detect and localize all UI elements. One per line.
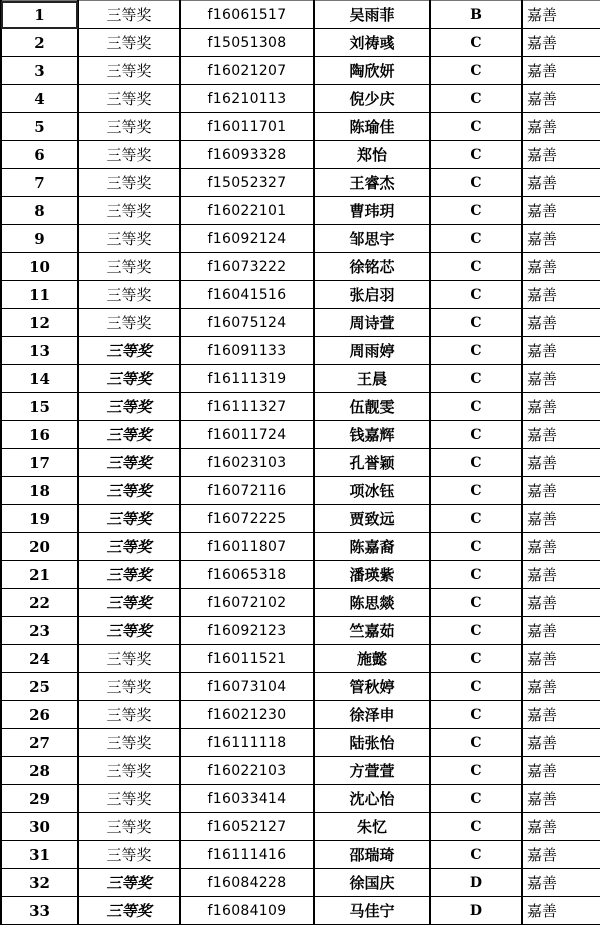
campus-cell[interactable]: 嘉善 [522, 645, 600, 673]
row-number-cell[interactable]: 12 [1, 309, 78, 337]
student-id-cell[interactable]: f16011807 [180, 533, 314, 561]
student-id-cell[interactable]: f16091133 [180, 337, 314, 365]
award-cell[interactable]: 三等奖 [78, 785, 180, 813]
student-name-cell[interactable]: 周雨婷 [314, 337, 430, 365]
row-number-cell[interactable]: 1 [1, 1, 78, 29]
row-number-cell[interactable]: 22 [1, 589, 78, 617]
student-name-cell[interactable]: 孔誉颖 [314, 449, 430, 477]
grade-cell[interactable]: C [430, 85, 522, 113]
student-name-cell[interactable]: 陶欣妍 [314, 57, 430, 85]
campus-cell[interactable]: 嘉善 [522, 309, 600, 337]
grade-cell[interactable]: C [430, 141, 522, 169]
award-cell[interactable]: 三等奖 [78, 281, 180, 309]
campus-cell[interactable]: 嘉善 [522, 141, 600, 169]
student-id-cell[interactable]: f16065318 [180, 561, 314, 589]
student-id-cell[interactable]: f16111118 [180, 729, 314, 757]
student-id-cell[interactable]: f16073104 [180, 673, 314, 701]
student-name-cell[interactable]: 周诗萱 [314, 309, 430, 337]
campus-cell[interactable]: 嘉善 [522, 281, 600, 309]
award-cell[interactable]: 三等奖 [78, 1, 180, 29]
row-number-cell[interactable]: 28 [1, 757, 78, 785]
award-cell[interactable]: 三等奖 [78, 561, 180, 589]
grade-cell[interactable]: C [430, 533, 522, 561]
grade-cell[interactable]: C [430, 449, 522, 477]
student-id-cell[interactable]: f16084228 [180, 869, 314, 897]
grade-cell[interactable]: C [430, 365, 522, 393]
student-name-cell[interactable]: 陈思燚 [314, 589, 430, 617]
student-name-cell[interactable]: 钱嘉辉 [314, 421, 430, 449]
grade-cell[interactable]: C [430, 645, 522, 673]
student-name-cell[interactable]: 施懿 [314, 645, 430, 673]
row-number-cell[interactable]: 18 [1, 477, 78, 505]
award-cell[interactable]: 三等奖 [78, 57, 180, 85]
student-id-cell[interactable]: f16021230 [180, 701, 314, 729]
campus-cell[interactable]: 嘉善 [522, 505, 600, 533]
student-name-cell[interactable]: 竺嘉茹 [314, 617, 430, 645]
award-cell[interactable]: 三等奖 [78, 505, 180, 533]
student-name-cell[interactable]: 马佳宁 [314, 897, 430, 925]
grade-cell[interactable]: C [430, 617, 522, 645]
student-id-cell[interactable]: f15052327 [180, 169, 314, 197]
grade-cell[interactable]: C [430, 813, 522, 841]
table-row [1, 813, 600, 841]
student-name-cell[interactable]: 沈心怡 [314, 785, 430, 813]
award-cell[interactable]: 三等奖 [78, 897, 180, 925]
award-cell[interactable]: 三等奖 [78, 365, 180, 393]
campus-cell[interactable]: 嘉善 [522, 337, 600, 365]
award-cell[interactable]: 三等奖 [78, 197, 180, 225]
student-name-cell[interactable]: 陈瑜佳 [314, 113, 430, 141]
student-id-cell[interactable]: f16061517 [180, 1, 314, 29]
row-number-cell[interactable]: 29 [1, 785, 78, 813]
table-row [1, 561, 600, 589]
table-row [1, 225, 600, 253]
award-cell[interactable]: 三等奖 [78, 477, 180, 505]
award-cell[interactable]: 三等奖 [78, 225, 180, 253]
campus-cell[interactable]: 嘉善 [522, 869, 600, 897]
campus-cell[interactable]: 嘉善 [522, 477, 600, 505]
row-number-cell[interactable]: 6 [1, 141, 78, 169]
campus-cell[interactable]: 嘉善 [522, 813, 600, 841]
award-cell[interactable]: 三等奖 [78, 533, 180, 561]
row-number-cell[interactable]: 25 [1, 673, 78, 701]
table-row [1, 533, 600, 561]
row-number-cell[interactable]: 16 [1, 421, 78, 449]
student-name-cell[interactable]: 徐铭芯 [314, 253, 430, 281]
row-number-cell[interactable]: 27 [1, 729, 78, 757]
student-id-cell[interactable]: f16111327 [180, 393, 314, 421]
student-id-cell[interactable]: f16021207 [180, 57, 314, 85]
award-cell[interactable]: 三等奖 [78, 29, 180, 57]
student-name-cell[interactable]: 管秋婷 [314, 673, 430, 701]
award-cell[interactable]: 三等奖 [78, 729, 180, 757]
campus-cell[interactable]: 嘉善 [522, 617, 600, 645]
campus-cell[interactable]: 嘉善 [522, 29, 600, 57]
campus-cell[interactable]: 嘉善 [522, 533, 600, 561]
campus-cell[interactable]: 嘉善 [522, 589, 600, 617]
student-name-cell[interactable]: 郑怡 [314, 141, 430, 169]
row-number-cell[interactable]: 24 [1, 645, 78, 673]
award-cell[interactable]: 三等奖 [78, 589, 180, 617]
table-row [1, 897, 600, 925]
campus-cell[interactable]: 嘉善 [522, 113, 600, 141]
campus-cell[interactable]: 嘉善 [522, 85, 600, 113]
grade-cell[interactable]: B [430, 1, 522, 29]
student-name-cell[interactable]: 张启羽 [314, 281, 430, 309]
award-cell[interactable]: 三等奖 [78, 673, 180, 701]
award-cell[interactable]: 三等奖 [78, 85, 180, 113]
grade-cell[interactable]: C [430, 841, 522, 869]
award-cell[interactable]: 三等奖 [78, 841, 180, 869]
student-name-cell[interactable]: 朱忆 [314, 813, 430, 841]
results-table-body [1, 1, 600, 925]
student-name-cell[interactable]: 陈嘉裔 [314, 533, 430, 561]
award-cell[interactable]: 三等奖 [78, 701, 180, 729]
campus-cell[interactable]: 嘉善 [522, 701, 600, 729]
table-row [1, 1, 600, 29]
award-cell[interactable]: 三等奖 [78, 337, 180, 365]
table-row [1, 197, 600, 225]
row-number-cell[interactable]: 7 [1, 169, 78, 197]
grade-cell[interactable]: C [430, 729, 522, 757]
student-id-cell[interactable]: f16084109 [180, 897, 314, 925]
student-name-cell[interactable]: 吴雨菲 [314, 1, 430, 29]
grade-cell[interactable]: C [430, 253, 522, 281]
student-id-cell[interactable]: f15051308 [180, 29, 314, 57]
table-row [1, 505, 600, 533]
student-id-cell[interactable]: f16022101 [180, 197, 314, 225]
row-number-cell[interactable]: 15 [1, 393, 78, 421]
student-name-cell[interactable]: 伍靓雯 [314, 393, 430, 421]
award-cell[interactable]: 三等奖 [78, 253, 180, 281]
student-id-cell[interactable]: f16052127 [180, 813, 314, 841]
campus-cell[interactable]: 嘉善 [522, 57, 600, 85]
award-cell[interactable]: 三等奖 [78, 113, 180, 141]
campus-cell[interactable]: 嘉善 [522, 561, 600, 589]
table-row [1, 393, 600, 421]
campus-cell[interactable]: 嘉善 [522, 365, 600, 393]
grade-cell[interactable]: C [430, 785, 522, 813]
row-number-cell[interactable]: 11 [1, 281, 78, 309]
student-id-cell[interactable]: f16023103 [180, 449, 314, 477]
row-number-cell[interactable]: 8 [1, 197, 78, 225]
student-name-cell[interactable]: 徐国庆 [314, 869, 430, 897]
row-number-cell[interactable]: 5 [1, 113, 78, 141]
award-cell[interactable]: 三等奖 [78, 869, 180, 897]
table-row [1, 29, 600, 57]
table-row [1, 841, 600, 869]
student-id-cell[interactable]: f16111319 [180, 365, 314, 393]
table-row [1, 673, 600, 701]
campus-cell[interactable]: 嘉善 [522, 757, 600, 785]
student-name-cell[interactable]: 陆张怡 [314, 729, 430, 757]
student-id-cell[interactable]: f16072116 [180, 477, 314, 505]
award-cell[interactable]: 三等奖 [78, 449, 180, 477]
grade-cell[interactable]: C [430, 505, 522, 533]
campus-cell[interactable]: 嘉善 [522, 729, 600, 757]
row-number-cell[interactable]: 21 [1, 561, 78, 589]
row-number-cell[interactable]: 17 [1, 449, 78, 477]
table-row [1, 757, 600, 785]
award-cell[interactable]: 三等奖 [78, 309, 180, 337]
table-row [1, 589, 600, 617]
award-cell[interactable]: 三等奖 [78, 393, 180, 421]
grade-cell[interactable]: D [430, 897, 522, 925]
student-name-cell[interactable]: 贾致远 [314, 505, 430, 533]
award-cell[interactable]: 三等奖 [78, 757, 180, 785]
table-row [1, 365, 600, 393]
row-number-cell[interactable]: 3 [1, 57, 78, 85]
student-name-cell[interactable]: 王晨 [314, 365, 430, 393]
grade-cell[interactable]: C [430, 113, 522, 141]
table-row [1, 785, 600, 813]
campus-cell[interactable]: 嘉善 [522, 393, 600, 421]
grade-cell[interactable]: C [430, 589, 522, 617]
table-row [1, 729, 600, 757]
student-name-cell[interactable]: 邹思宇 [314, 225, 430, 253]
grade-cell[interactable]: C [430, 701, 522, 729]
grade-cell[interactable]: C [430, 169, 522, 197]
student-id-cell[interactable]: f16011724 [180, 421, 314, 449]
table-row [1, 477, 600, 505]
grade-cell[interactable]: C [430, 757, 522, 785]
campus-cell[interactable]: 嘉善 [522, 253, 600, 281]
grade-cell[interactable]: C [430, 281, 522, 309]
grade-cell[interactable]: C [430, 309, 522, 337]
student-name-cell[interactable]: 潘瑛紫 [314, 561, 430, 589]
table-row [1, 309, 600, 337]
student-id-cell[interactable]: f16093328 [180, 141, 314, 169]
grade-cell[interactable]: C [430, 225, 522, 253]
student-id-cell[interactable]: f16075124 [180, 309, 314, 337]
award-cell[interactable]: 三等奖 [78, 421, 180, 449]
campus-cell[interactable]: 嘉善 [522, 449, 600, 477]
campus-cell[interactable]: 嘉善 [522, 673, 600, 701]
student-name-cell[interactable]: 方萱萱 [314, 757, 430, 785]
student-id-cell[interactable]: f16073222 [180, 253, 314, 281]
table-row [1, 869, 600, 897]
table-row [1, 449, 600, 477]
student-id-cell[interactable]: f16011521 [180, 645, 314, 673]
row-number-cell[interactable]: 4 [1, 85, 78, 113]
table-row [1, 113, 600, 141]
student-id-cell[interactable]: f16072225 [180, 505, 314, 533]
campus-cell[interactable]: 嘉善 [522, 897, 600, 925]
campus-cell[interactable]: 嘉善 [522, 785, 600, 813]
award-cell[interactable]: 三等奖 [78, 645, 180, 673]
student-name-cell[interactable]: 曹玮玥 [314, 197, 430, 225]
campus-cell[interactable]: 嘉善 [522, 169, 600, 197]
row-number-cell[interactable]: 10 [1, 253, 78, 281]
student-id-cell[interactable]: f16033414 [180, 785, 314, 813]
table-row [1, 169, 600, 197]
campus-cell[interactable]: 嘉善 [522, 225, 600, 253]
grade-cell[interactable]: C [430, 29, 522, 57]
grade-cell[interactable]: C [430, 561, 522, 589]
student-id-cell[interactable]: f16022103 [180, 757, 314, 785]
table-row [1, 337, 600, 365]
campus-cell[interactable]: 嘉善 [522, 197, 600, 225]
grade-cell[interactable]: C [430, 477, 522, 505]
table-row [1, 617, 600, 645]
row-number-cell[interactable]: 32 [1, 869, 78, 897]
table-row [1, 421, 600, 449]
row-number-cell[interactable]: 33 [1, 897, 78, 925]
row-number-cell[interactable]: 31 [1, 841, 78, 869]
award-cell[interactable]: 三等奖 [78, 813, 180, 841]
student-id-cell[interactable]: f16092124 [180, 225, 314, 253]
table-row [1, 701, 600, 729]
table-row [1, 85, 600, 113]
row-number-cell[interactable]: 30 [1, 813, 78, 841]
table-row [1, 141, 600, 169]
student-id-cell[interactable]: f16011701 [180, 113, 314, 141]
row-number-cell[interactable]: 20 [1, 533, 78, 561]
student-name-cell[interactable]: 王睿杰 [314, 169, 430, 197]
award-cell[interactable]: 三等奖 [78, 617, 180, 645]
campus-cell[interactable]: 嘉善 [522, 841, 600, 869]
student-id-cell[interactable]: f16111416 [180, 841, 314, 869]
student-id-cell[interactable]: f16210113 [180, 85, 314, 113]
table-row [1, 253, 600, 281]
row-number-cell[interactable]: 19 [1, 505, 78, 533]
campus-cell[interactable]: 嘉善 [522, 421, 600, 449]
table-row [1, 645, 600, 673]
grade-cell[interactable]: C [430, 421, 522, 449]
row-number-cell[interactable]: 2 [1, 29, 78, 57]
row-number-cell[interactable]: 9 [1, 225, 78, 253]
grade-cell[interactable]: C [430, 337, 522, 365]
student-name-cell[interactable]: 刘祷彧 [314, 29, 430, 57]
student-name-cell[interactable]: 项冰钰 [314, 477, 430, 505]
student-name-cell[interactable]: 邵瑞琦 [314, 841, 430, 869]
grade-cell[interactable]: C [430, 393, 522, 421]
row-number-cell[interactable]: 26 [1, 701, 78, 729]
student-name-cell[interactable]: 徐泽申 [314, 701, 430, 729]
table-row [1, 57, 600, 85]
grade-cell[interactable]: C [430, 57, 522, 85]
row-number-cell[interactable]: 13 [1, 337, 78, 365]
student-id-cell[interactable]: f16072102 [180, 589, 314, 617]
award-cell[interactable]: 三等奖 [78, 141, 180, 169]
table-row [1, 281, 600, 309]
award-cell[interactable]: 三等奖 [78, 169, 180, 197]
grade-cell[interactable]: D [430, 869, 522, 897]
student-id-cell[interactable]: f16041516 [180, 281, 314, 309]
student-name-cell[interactable]: 倪少庆 [314, 85, 430, 113]
row-number-cell[interactable]: 23 [1, 617, 78, 645]
grade-cell[interactable]: C [430, 197, 522, 225]
row-number-cell[interactable]: 14 [1, 365, 78, 393]
grade-cell[interactable]: C [430, 673, 522, 701]
student-id-cell[interactable]: f16092123 [180, 617, 314, 645]
campus-cell[interactable]: 嘉善 [522, 1, 600, 29]
